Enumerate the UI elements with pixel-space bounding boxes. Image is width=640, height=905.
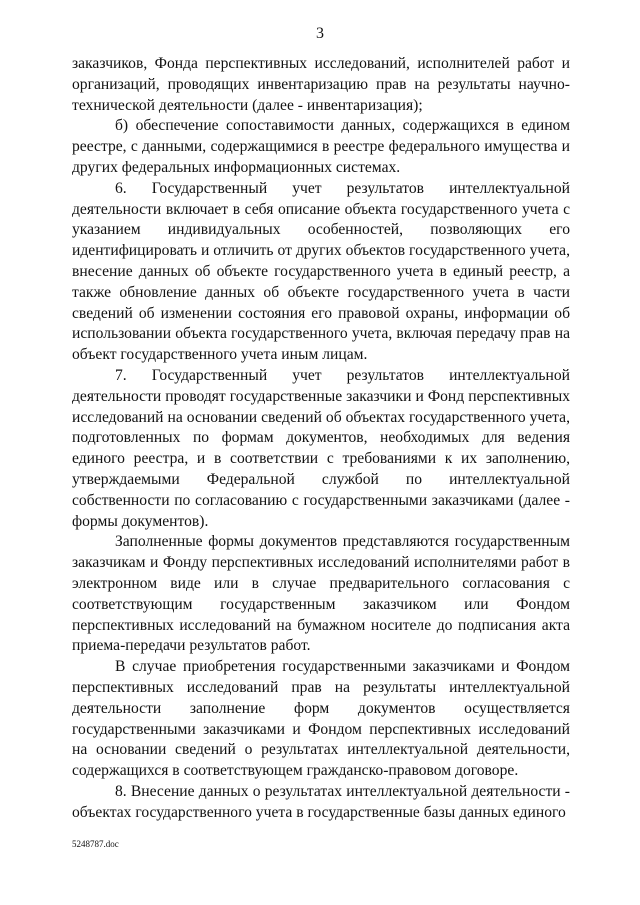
paragraph-continuation: заказчиков, Фонда перспективных исследований, исполнителей работ и организаций, проводящих инвентаризацию прав на результаты научно-технической деятельности (далее - инвентаризация); xyxy=(72,55,570,114)
paragraph-item-8: 8. Внесение данных о результатах интеллектуальной деятельности - объектах государственного учета в государственные базы данных единого xyxy=(72,782,570,821)
document-body xyxy=(72,54,570,823)
paragraph-item-7: 7. Государственный учет результатов интеллектуальной деятельности проводят государственные заказчики и Фонд перспективных исследований на основании сведений об объектах государственного учета, подготовленных по формам документов, необходимых для ведения единого реестра, и в соответствии с требованиями к их заполнению, утверждаемыми Федеральной службой по интеллектуальной собственности по согласованию с государственными заказчиками (далее - формы документов). xyxy=(72,366,570,530)
footer-file-code: 5248787.doc xyxy=(72,839,119,849)
paragraph-filled-forms: Заполненные формы документов представляются государственным заказчикам и Фонду перспективных исследований исполнителями работ в электронном виде или в случае предварительного согласования с соответствующим государственным заказчиком или Фондом перспективных исследований на бумажном носителе до подписания акта приема-передачи результатов работ. xyxy=(72,533,570,655)
paragraph-item-b: б) обеспечение сопоставимости данных, содержащихся в едином реестре, с данными, содержащимися в реестре федерального имущества и других федеральных информационных системах. xyxy=(72,117,570,176)
paragraph-item-6: 6. Государственный учет результатов интеллектуальной деятельности включает в себя описание объекта государственного учета с указанием индивидуальных особенностей, позволяющих его идентифицировать и отличить от других объектов государственного учета, внесение данных об объекте государственного учета в единый реестр, а также обновление данных об объекте государственного учета в части сведений об изменении состояния его правовой охраны, информации об использовании объекта государственного учета, включая передачу прав на объект государственного учета иным лицам. xyxy=(72,179,570,364)
paragraph-rights-acquisition: В случае приобретения государственными заказчиками и Фондом перспективных исследований прав на результаты интеллектуальной деятельности заполнение форм документов осуществляется государственными заказчиками и Фондом перспективных исследований на основании сведений о результатах интеллектуальной деятельности, содержащихся в соответствующем гражданско-правовом договоре. xyxy=(72,658,570,780)
page-number: 3 xyxy=(316,25,324,42)
